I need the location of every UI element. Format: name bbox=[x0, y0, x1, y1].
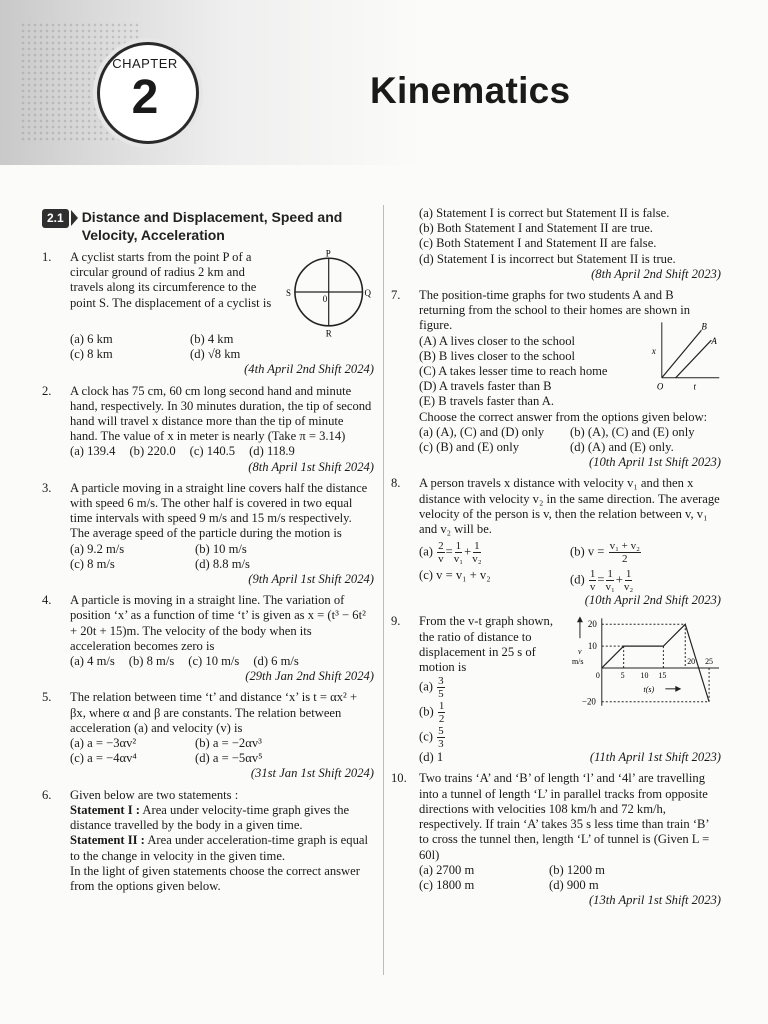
equation-lhs: v = bbox=[587, 544, 605, 559]
numerator: 1 bbox=[455, 540, 462, 553]
option-a: (a) 4 m/s bbox=[70, 654, 115, 669]
question-text: Two trains ‘A’ and ‘B’ of length ‘l’ and ‘4l’ are travelling into a tunnel of length ‘L’ in parallel tracks from opposite directions with velocities 108 km/h and 72 km/h, respectively. If train ‘A’ takes 35 s less time than train ‘B’ to cross the tunnel then, length ‘L’ of tunnel is (Given L = 60l) bbox=[419, 771, 710, 862]
plus-sign: + bbox=[615, 572, 623, 587]
question-4 bbox=[42, 593, 374, 684]
graph-t-label: t(s) bbox=[643, 685, 655, 695]
statement-1-label: Statement I : bbox=[70, 802, 140, 817]
numerator: 1 bbox=[625, 568, 632, 581]
option-a: (a) 9.2 m/s bbox=[70, 541, 125, 556]
options bbox=[70, 542, 320, 572]
option-c-label: (c) bbox=[419, 729, 433, 744]
denominator: v₁ bbox=[453, 553, 464, 566]
tick-15: 15 bbox=[658, 671, 667, 681]
item-c: (C) A takes lesser time to reach home bbox=[419, 364, 608, 379]
item-e: (E) B travels faster than A. bbox=[419, 394, 554, 409]
graph-axis-v: v bbox=[577, 647, 582, 657]
column-divider bbox=[383, 205, 384, 975]
section-heading bbox=[42, 208, 374, 244]
chapter-label: CHAPTER bbox=[112, 56, 178, 71]
option-d: (d) 900 m bbox=[549, 877, 599, 892]
option-d: (d) √8 km bbox=[190, 347, 241, 362]
question-number: 3. bbox=[42, 480, 52, 495]
right-column bbox=[391, 206, 721, 914]
question-3 bbox=[42, 481, 374, 587]
question-1 bbox=[42, 250, 374, 378]
option-c: (c) v = v₁ + v₂ bbox=[419, 568, 491, 583]
question-text: A particle moving in a straight line covers half the distance with speed 6 m/s. The other half is covered in two equal time intervals with speed 9 m/s and 15 m/s respectively. The average speed of the particle during the motion is bbox=[70, 480, 368, 541]
fraction bbox=[454, 540, 463, 565]
question-number: 8. bbox=[391, 476, 401, 491]
option-a bbox=[419, 540, 570, 565]
numerator: 1 bbox=[607, 568, 613, 581]
source: (8th April 1st Shift 2024) bbox=[248, 459, 374, 474]
source: (31st Jan 1st Shift 2024) bbox=[250, 766, 374, 781]
denominator: v₂ bbox=[623, 581, 634, 594]
statement-1 bbox=[70, 803, 374, 833]
question-text: The position-time graphs for two students A and B returning from the school to their homes are shown in figure. bbox=[419, 288, 691, 333]
options bbox=[70, 654, 374, 669]
options bbox=[70, 332, 310, 362]
circle-figure bbox=[283, 250, 374, 340]
item-d: (D) A travels faster than B bbox=[419, 379, 552, 394]
source: (10th April 1st Shift 2023) bbox=[588, 455, 721, 470]
section-badge: 2.1 bbox=[42, 209, 69, 228]
question-6 bbox=[42, 788, 374, 894]
graph-unit: m/s bbox=[572, 657, 584, 667]
question-text: From the v-t graph shown, the ratio of distance to displacement in 25 s of motion is bbox=[419, 614, 553, 675]
option-c: (c) 8 km bbox=[70, 347, 113, 362]
graph-y-top: 20 bbox=[587, 619, 597, 630]
tick-10: 10 bbox=[640, 671, 649, 681]
source: (29th Jan 2nd Shift 2024) bbox=[245, 669, 374, 684]
question-intro: Given below are two statements : bbox=[70, 787, 239, 802]
option-b bbox=[419, 700, 568, 725]
left-column bbox=[42, 208, 374, 900]
option-c: (c) 140.5 bbox=[189, 444, 236, 459]
choose-text: Choose the correct answer from the options given below: bbox=[419, 409, 708, 424]
option-b: (b) a = −2αv³ bbox=[195, 736, 262, 751]
question-number: 10. bbox=[391, 771, 407, 786]
question-text: A clock has 75 cm, 60 cm long second hand and minute hand, respectively. In 30 minutes duration, the tip of second hand will travel x distance more than the tip of minute hand. The value of x in meter is nearly (Take π = 3.14) bbox=[70, 383, 372, 444]
chapter-number: 2 bbox=[131, 71, 159, 124]
option-c bbox=[419, 725, 568, 750]
option-b: (b) 1200 m bbox=[549, 862, 605, 877]
graph-y-mid: 10 bbox=[587, 641, 597, 652]
option-c: (c) 8 m/s bbox=[70, 556, 115, 571]
option-a: (a) a = −3αv² bbox=[70, 736, 137, 751]
option-a: (a) (A), (C) and (D) only bbox=[419, 424, 545, 439]
fig-label-p: P bbox=[325, 250, 331, 259]
statement-2-label: Statement II : bbox=[70, 833, 145, 848]
denominator: v₂ bbox=[472, 553, 482, 566]
source: (9th April 1st Shift 2024) bbox=[248, 572, 374, 587]
option-c: (c) 10 m/s bbox=[188, 654, 240, 669]
option-b: (b) 220.0 bbox=[129, 444, 176, 459]
option-c: (c) a = −4αv⁴ bbox=[70, 751, 137, 766]
denominator: v bbox=[589, 581, 596, 594]
statement-2 bbox=[70, 833, 374, 863]
fig-label-r: R bbox=[325, 328, 332, 339]
option-c: (c) Both Statement I and Statement II are false. bbox=[419, 236, 657, 251]
question-text: A person travels x distance with velocity v₁ and then x distance with velocity v₂ in the same direction. The average velocity of the person is v, then the relation between v, v₁ and v₂ will be. bbox=[419, 476, 720, 537]
option-d: (d) 118.9 bbox=[249, 444, 295, 459]
graph-axis-x: x bbox=[651, 345, 656, 356]
option-d: (d) 6 m/s bbox=[253, 654, 299, 669]
fraction bbox=[437, 540, 445, 565]
graph-axis-t: t bbox=[693, 381, 696, 392]
question-number: 2. bbox=[42, 383, 52, 398]
numerator: v₁ + v₂ bbox=[609, 540, 640, 553]
tick-0: 0 bbox=[595, 671, 600, 681]
section-title: Distance and Displacement, Speed and Velocity, Acceleration bbox=[81, 209, 343, 243]
source: (8th April 2nd Shift 2023) bbox=[591, 266, 721, 281]
option-b bbox=[570, 540, 721, 565]
question-text: A particle is moving in a straight line. The variation of position ‘x’ as a function of time ‘t’ is given as x = (t³ − 6t² + 20t + 15)m. The velocity of the body when its acceleration becomes zero is bbox=[70, 593, 366, 653]
fraction bbox=[437, 725, 445, 750]
denominator: v bbox=[438, 553, 444, 566]
graph-origin: O bbox=[656, 381, 664, 392]
fraction bbox=[437, 675, 445, 700]
option-d: (d) Statement I is incorrect but Statement II is true. bbox=[419, 251, 676, 266]
statement-list bbox=[419, 334, 642, 410]
question-5 bbox=[42, 690, 374, 781]
option-d: (d) (A) and (E) only. bbox=[570, 440, 674, 455]
option-d-label: (d) bbox=[570, 572, 585, 587]
option-d: (d) 1 bbox=[419, 750, 444, 765]
question-6-options bbox=[391, 206, 721, 282]
numerator: 2 bbox=[438, 540, 444, 553]
section-arrow-icon bbox=[71, 210, 78, 226]
plus-sign: + bbox=[464, 544, 472, 559]
question-number: 7. bbox=[391, 288, 401, 303]
tick-20: 20 bbox=[687, 657, 696, 667]
option-a-label: (a) bbox=[419, 679, 433, 694]
equals-sign: = bbox=[597, 572, 605, 587]
question-10 bbox=[391, 771, 721, 908]
graph-label-b: B bbox=[701, 320, 707, 331]
option-a: (a) 139.4 bbox=[70, 444, 116, 459]
chapter-title: Kinematics bbox=[370, 70, 571, 111]
position-time-graph bbox=[642, 320, 721, 394]
options bbox=[419, 540, 721, 593]
fraction bbox=[472, 540, 481, 565]
option-c: (c) (B) and (E) only bbox=[419, 440, 520, 455]
option-b: (b) 4 km bbox=[190, 332, 234, 346]
numerator: 5 bbox=[438, 725, 444, 738]
question-text: A cyclist starts from the point P of a circular ground of radius 2 km and travels along its circumference to the point S. The displacement of a cyclist is bbox=[70, 250, 272, 310]
fig-label-q: Q bbox=[364, 287, 371, 298]
option-a-label: (a) bbox=[419, 544, 433, 559]
velocity-time-graph bbox=[572, 614, 721, 714]
option-c: (c) 1800 m bbox=[419, 877, 475, 892]
question-number: 6. bbox=[42, 787, 52, 802]
denominator: v₁ bbox=[605, 581, 615, 594]
tick-5: 5 bbox=[620, 671, 625, 681]
fraction bbox=[609, 540, 641, 565]
option-b: (b) (A), (C) and (E) only bbox=[570, 424, 695, 439]
fraction bbox=[605, 568, 614, 593]
numerator: 1 bbox=[589, 568, 596, 581]
denominator: 5 bbox=[438, 688, 444, 701]
graph-label-a: A bbox=[711, 335, 717, 346]
question-number: 4. bbox=[42, 593, 52, 608]
question-9 bbox=[391, 614, 721, 765]
source: (11th April 1st Shift 2023) bbox=[589, 750, 721, 765]
numerator: 1 bbox=[438, 700, 445, 713]
question-number: 5. bbox=[42, 690, 52, 705]
item-a: (A) A lives closer to the school bbox=[419, 333, 575, 348]
equals-sign: = bbox=[445, 544, 453, 559]
question-8 bbox=[391, 476, 721, 608]
item-b: (B) B lives closer to the school bbox=[419, 348, 575, 363]
option-b-label: (b) bbox=[419, 704, 434, 719]
fig-label-s: S bbox=[285, 287, 291, 298]
options bbox=[70, 444, 374, 459]
fraction bbox=[589, 568, 597, 593]
source: (4th April 2nd Shift 2024) bbox=[244, 362, 374, 377]
statement-1-text: Area under velocity-time graph gives the distance travelled by the body in a given time. bbox=[70, 802, 350, 833]
numerator: 1 bbox=[474, 540, 480, 553]
statement-2-text: Area under acceleration-time graph is equal to the change in velocity in the given time. bbox=[70, 833, 368, 863]
fraction bbox=[624, 568, 633, 593]
source: (10th April 2nd Shift 2023) bbox=[584, 593, 721, 608]
options bbox=[419, 863, 679, 893]
question-7 bbox=[391, 288, 721, 470]
graph-y-neg: −20 bbox=[581, 697, 596, 708]
source: (13th April 1st Shift 2023) bbox=[588, 893, 721, 908]
option-d: (d) a = −5αv⁵ bbox=[195, 751, 263, 766]
denominator: 2 bbox=[622, 553, 628, 566]
option-b: (b) 10 m/s bbox=[195, 541, 247, 556]
option-a: (a) 2700 m bbox=[419, 862, 475, 877]
fraction bbox=[438, 700, 446, 725]
option-b: (b) Both Statement I and Statement II are true. bbox=[419, 221, 653, 236]
question-number: 9. bbox=[391, 614, 401, 629]
denominator: 2 bbox=[438, 713, 445, 726]
option-b: (b) 8 m/s bbox=[128, 654, 175, 669]
option-d bbox=[570, 568, 721, 593]
tick-25: 25 bbox=[705, 657, 714, 667]
option-a: (a) Statement I is correct but Statement II is false. bbox=[419, 206, 670, 220]
denominator: 3 bbox=[438, 738, 444, 751]
question-2 bbox=[42, 384, 374, 475]
option-b-label: (b) bbox=[570, 544, 585, 559]
question-text: The relation between time ‘t’ and distance ‘x’ is t = αx² + βx, where α and β are constants. The relation between acceleration (a) and velocity (v) is bbox=[70, 690, 358, 735]
options bbox=[419, 425, 721, 455]
numerator: 3 bbox=[438, 675, 444, 688]
fig-label-o: 0 bbox=[322, 293, 327, 304]
option-a: (a) 6 km bbox=[70, 332, 113, 346]
options bbox=[70, 736, 320, 766]
question-number: 1. bbox=[42, 250, 52, 264]
option-a bbox=[419, 675, 568, 700]
option-d: (d) 8.8 m/s bbox=[195, 556, 250, 571]
question-outro: In the light of given statements choose the correct answer from the options given below. bbox=[70, 863, 360, 893]
